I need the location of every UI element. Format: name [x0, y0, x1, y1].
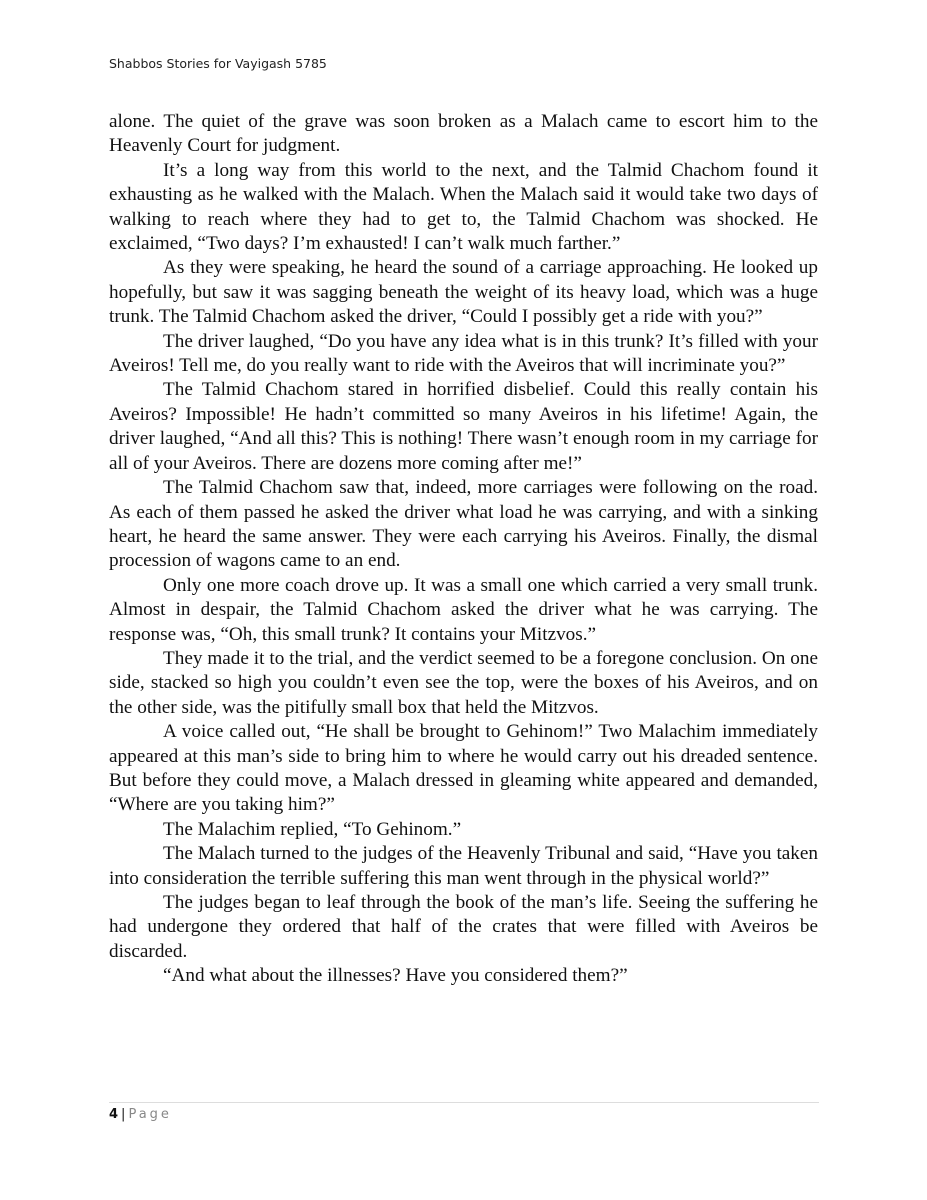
- paragraph: The Malach turned to the judges of the Heavenly Tribunal and said, “Have you taken into consideration the terrible suffering this man went through in the physical world?”: [109, 843, 818, 889]
- paragraph: The Malachim replied, “To Gehinom.”: [163, 818, 462, 840]
- page-label: Page: [128, 1107, 172, 1122]
- paragraph: The judges began to leaf through the book of the man’s life. Seeing the suffering he had undergone they ordered that half of the crates that were filled with Aveiros be discarded.: [109, 892, 818, 962]
- footer-divider: [109, 1102, 819, 1103]
- paragraph: They made it to the trial, and the verdict seemed to be a foregone conclusion. On one side, stacked so high you couldn’t even see the top, were the boxes of his Aveiros, and on the other side, was the pitifully small box that held the Mitzvos.: [109, 647, 818, 718]
- body-text: [109, 110, 818, 989]
- running-header: Shabbos Stories for Vayigash 5785: [109, 56, 327, 71]
- paragraph: A voice called out, “He shall be brought to Gehinom!” Two Malachim immediately appeared at this man’s side to bring him to where he would carry out his dreaded sentence. But before they could move, a Malach dressed in gleaming white appeared and demanded, “Where are you taking him?”: [109, 721, 818, 816]
- paragraph: alone. The quiet of the grave was soon broken as a Malach came to escort him to the Heavenly Court for judgment.: [109, 111, 818, 157]
- paragraph: Only one more coach drove up. It was a small one which carried a very small trunk. Almost in despair, the Talmid Chachom asked the driver what he was carrying. The response was, “Oh, this small trunk? It contains your Mitzvos.”: [109, 574, 818, 645]
- paragraph: As they were speaking, he heard the sound of a carriage approaching. He looked up hopefully, but saw it was sagging beneath the weight of its heavy load, which was a huge trunk. The Talmid Chachom asked the driver, “Could I possibly get a ride with you?”: [109, 257, 818, 328]
- paragraph: “And what about the illnesses? Have you considered them?”: [163, 965, 628, 987]
- page-footer: [109, 1107, 172, 1122]
- paragraph: The Talmid Chachom stared in horrified disbelief. Could this really contain his Aveiros? Impossible! He hadn’t committed so many Aveiros in his lifetime! Again, the driver laughed, “And all this? This is nothing! There wasn’t enough room in my carriage for all of your Aveiros. There are dozens more coming after me!”: [109, 379, 818, 474]
- paragraph: The driver laughed, “Do you have any idea what is in this trunk? It’s filled with your Aveiros! Tell me, do you really want to ride with the Aveiros that will incriminate you?”: [109, 330, 818, 377]
- footer-separator: |: [121, 1107, 126, 1122]
- page-number: 4: [109, 1107, 119, 1122]
- paragraph: It’s a long way from this world to the next, and the Talmid Chachom found it exhausting as he walked with the Malach. When the Malach said it would take two days of walking to reach where they had to get to, the Talmid Chachom was shocked. He exclaimed, “Two days? I’m exhausted! I can’t walk much farther.”: [109, 159, 818, 255]
- paragraph: The Talmid Chachom saw that, indeed, more carriages were following on the road. As each of them passed he asked the driver what load he was carrying, and with a sinking heart, he heard the same answer. They were each carrying his Aveiros. Finally, the dismal procession of wagons came to an end.: [109, 477, 818, 572]
